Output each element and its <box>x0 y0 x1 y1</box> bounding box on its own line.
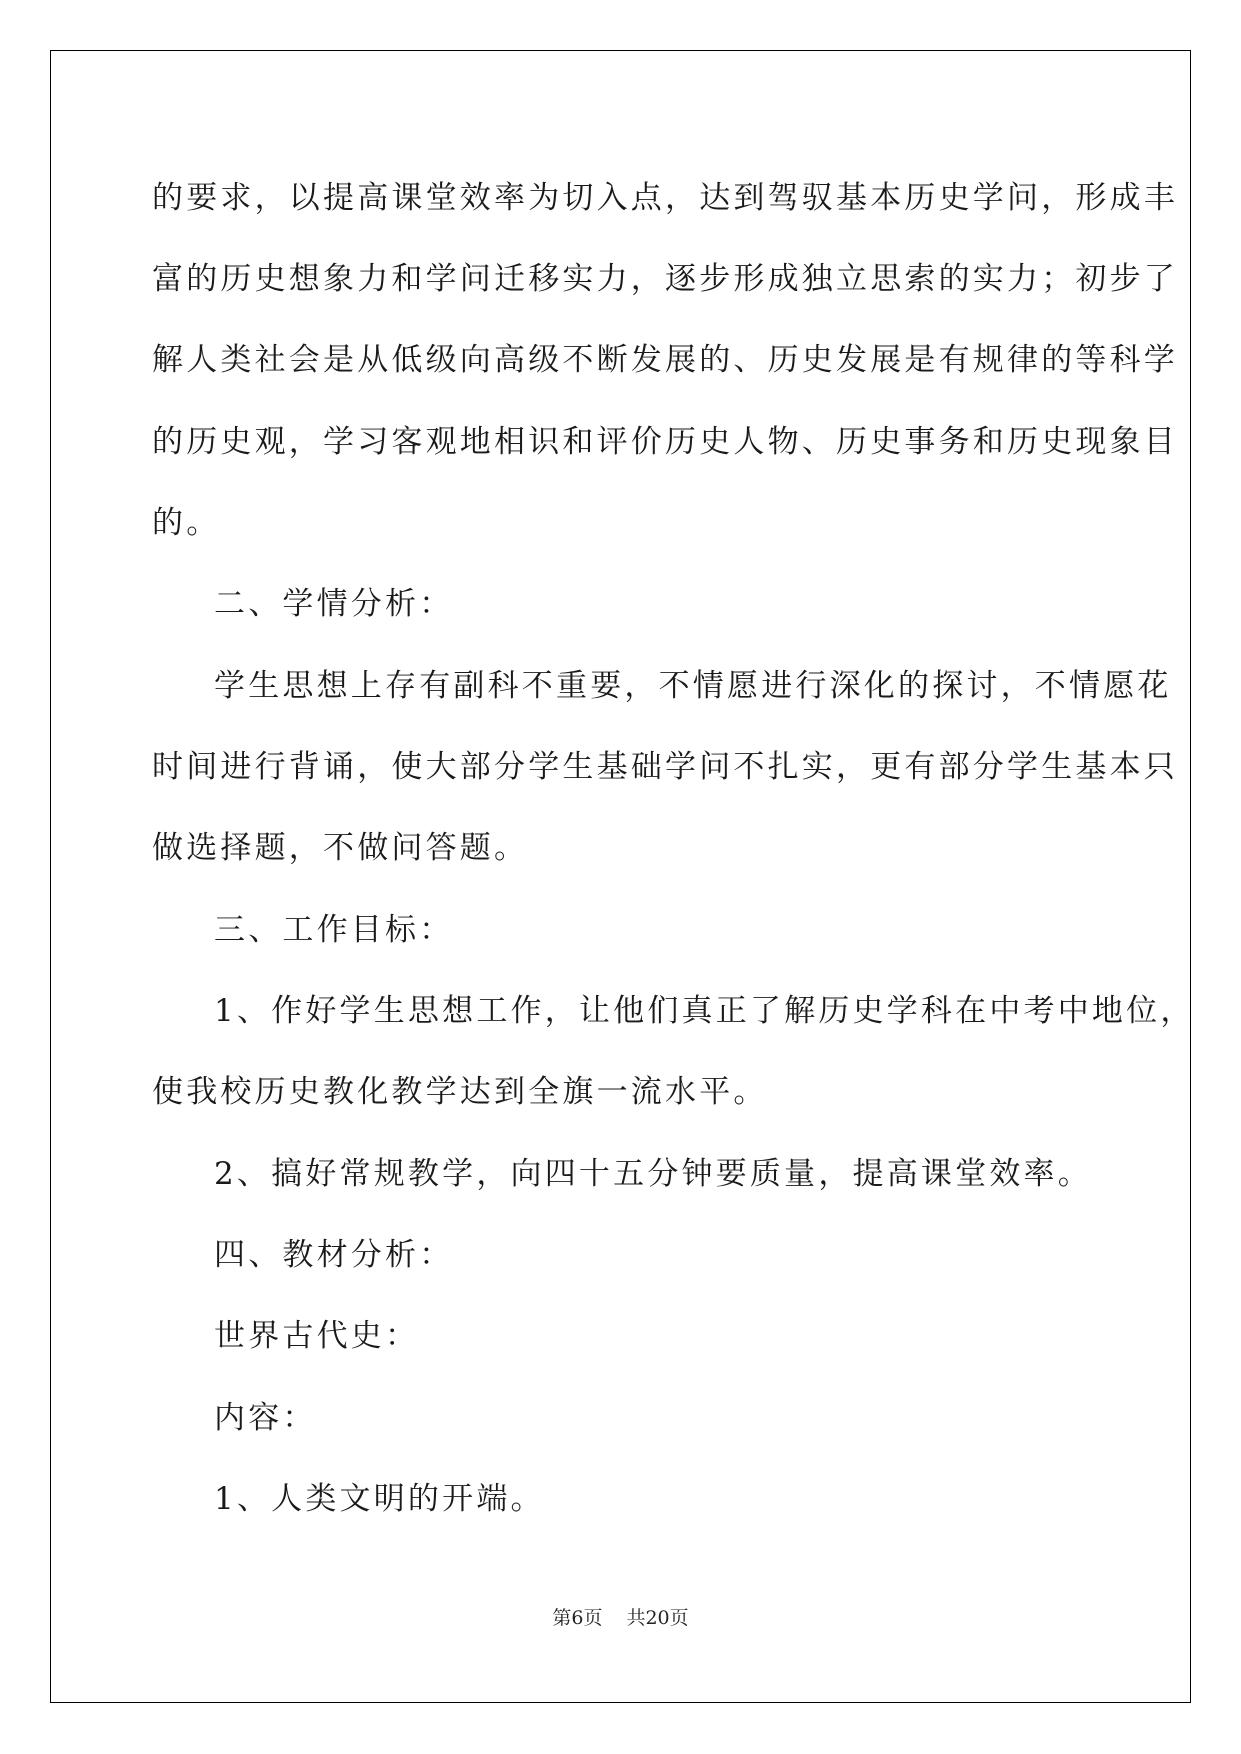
text-line-4: 的历史观，学习客观地相识和评价历史人物、历史事务和历史现象目 <box>152 424 1178 460</box>
text-line-15: 世界古代史： <box>214 1318 420 1354</box>
text-line-17: 1、人类文明的开端。 <box>214 1481 545 1517</box>
text-line-2: 富的历史想象力和学问迁移实力，逐步形成独立思索的实力；初步了 <box>152 261 1178 297</box>
text-line-9: 做选择题，不做问答题。 <box>152 830 529 866</box>
total-pages: 共20页 <box>626 1607 689 1629</box>
text-line-3: 解人类社会是从低级向高级不断发展的、历史发展是有规律的等科学 <box>152 342 1178 378</box>
page-footer <box>0 1603 1241 1630</box>
text-line-16: 内容： <box>214 1400 317 1436</box>
section-heading-2: 二、学情分析： <box>214 586 454 622</box>
text-line-5: 的。 <box>152 505 221 541</box>
text-line-7: 学生思想上存有副科不重要，不情愿进行深化的探讨，不情愿花 <box>214 668 1172 704</box>
current-page-number: 第6页 <box>552 1607 603 1629</box>
section-heading-4: 四、教材分析： <box>214 1237 454 1273</box>
text-line-12: 使我校历史教化教学达到全旗一流水平。 <box>152 1074 768 1110</box>
text-line-8: 时间进行背诵，使大部分学生基础学问不扎实，更有部分学生基本只 <box>152 749 1178 785</box>
text-line-1: 的要求，以提高课堂效率为切入点，达到驾驭基本历史学问，形成丰 <box>152 180 1178 216</box>
text-line-13: 2、搞好常规教学，向四十五分钟要质量，提高课堂效率。 <box>214 1156 1092 1192</box>
text-line-11: 1、作好学生思想工作，让他们真正了解历史学科在中考中地位， <box>214 993 1195 1029</box>
section-heading-3: 三、工作目标： <box>214 912 454 948</box>
